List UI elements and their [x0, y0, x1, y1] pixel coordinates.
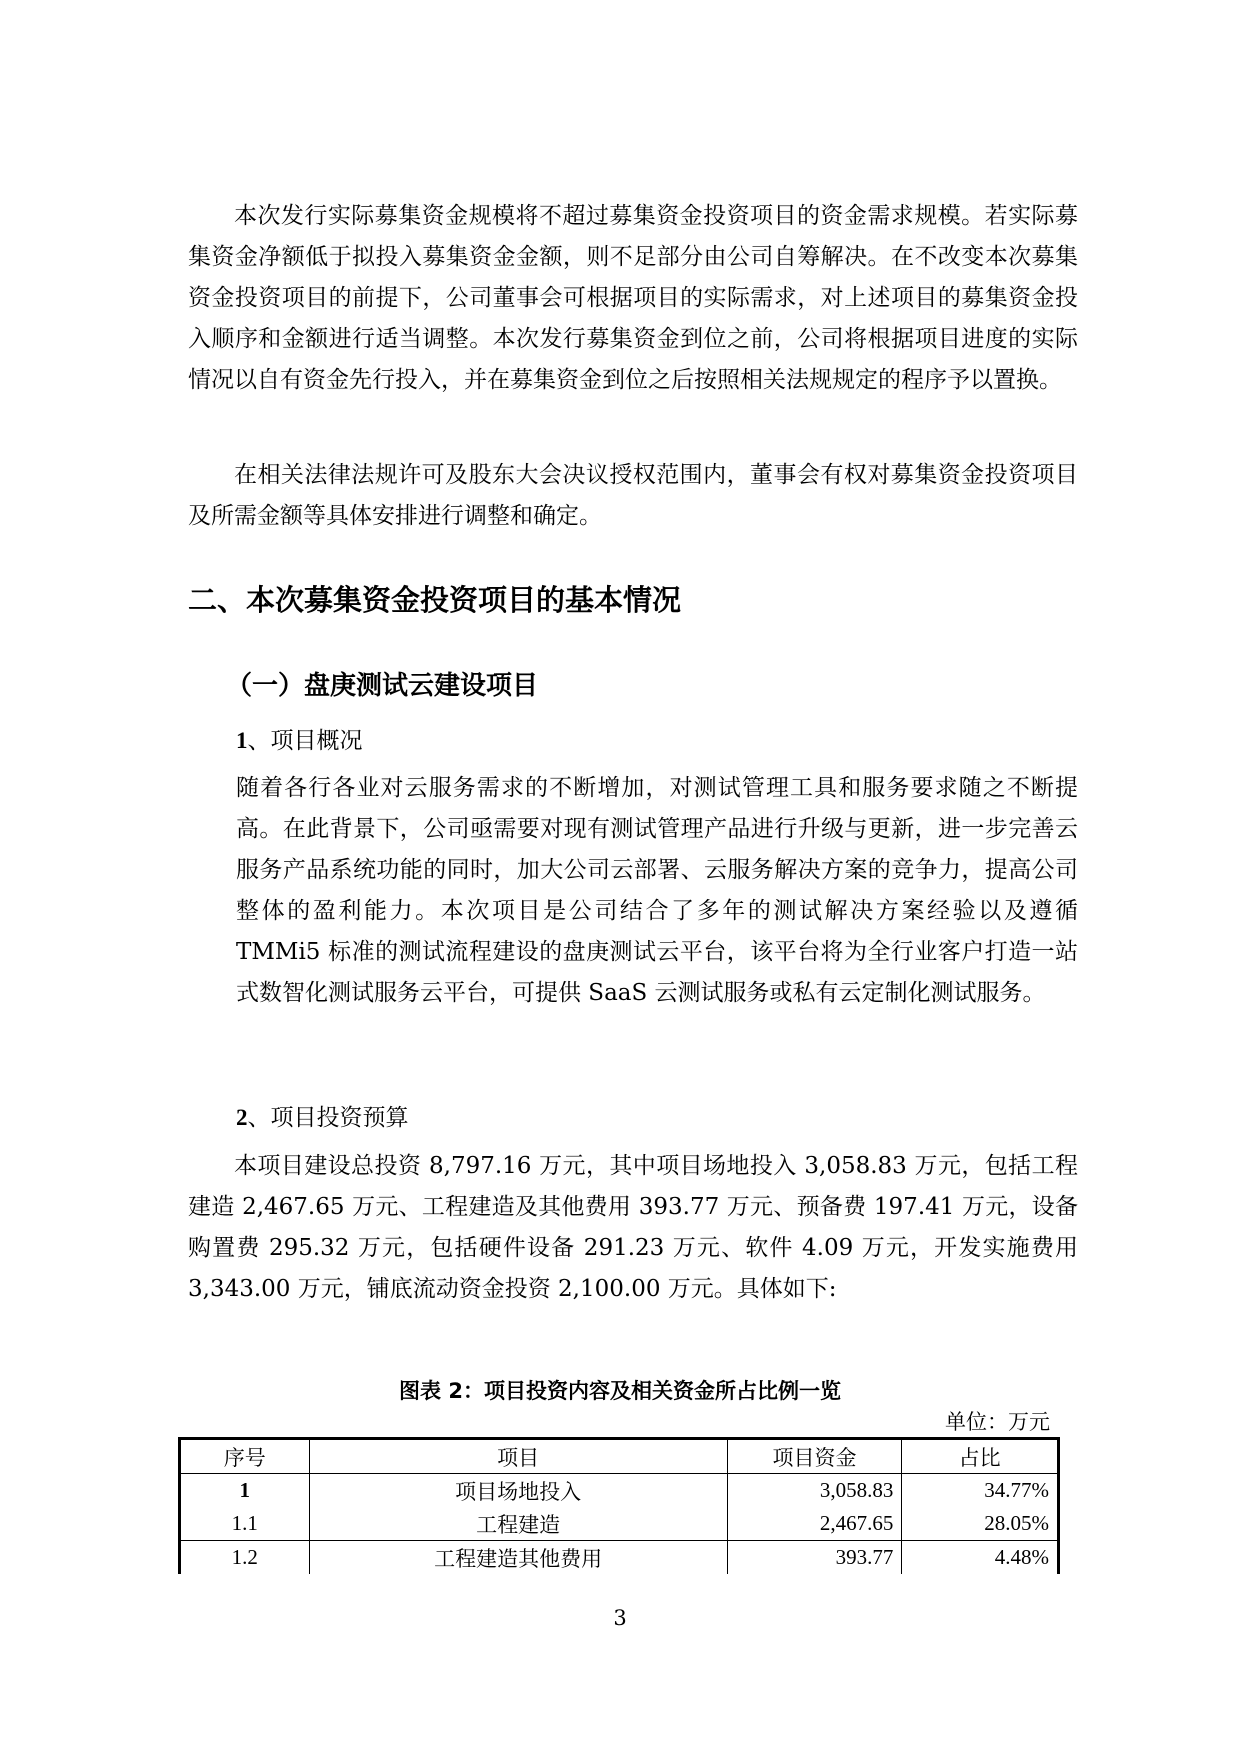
cell-item: 项目场地投入	[309, 1474, 727, 1508]
table-row	[180, 1507, 1059, 1541]
header-index: 序号	[180, 1439, 310, 1474]
table-header-row	[180, 1439, 1059, 1474]
subsection-heading: （一）盘庚测试云建设项目	[226, 671, 539, 701]
paragraph-board-authorization: 在相关法律法规许可及股东大会决议授权范围内，董事会有权对募集资金投资项目及所需金额等具体安排进行调整和确定。	[188, 462, 1078, 529]
cell-amount: 2,467.65	[727, 1507, 902, 1541]
cell-amount: 393.77	[727, 1541, 902, 1575]
cell-index: 1.1	[180, 1507, 310, 1541]
item-number: 1	[236, 728, 248, 753]
cell-ratio: 34.77%	[902, 1474, 1059, 1508]
table-unit: 单位：万元	[945, 1410, 1050, 1434]
page-number: 3	[613, 1606, 627, 1630]
table-row	[180, 1541, 1059, 1575]
cell-ratio: 28.05%	[902, 1507, 1059, 1541]
cell-amount: 3,058.83	[727, 1474, 902, 1508]
cell-index: 1.2	[180, 1541, 310, 1575]
table-row	[180, 1474, 1059, 1508]
item-title: 、项目概况	[247, 728, 363, 754]
cell-ratio: 4.48%	[902, 1541, 1059, 1575]
cell-item: 工程建造其他费用	[309, 1541, 727, 1575]
paragraph-investment-budget: 本项目建设总投资 8,797.16 万元，其中项目场地投入 3,058.83 万元，包括工程建造 2,467.65 万元、工程建造及其他费用 393.77 万元、预备费 197.41 万元，设备购置费 295.32 万元，包括硬件设备 291.23 万元、软件 4.09 万元，开发实施费用 3,343.00 万元，铺底流动资金投资 2,100.00 万元。具体如下:	[188, 1153, 1078, 1302]
item-number: 2	[236, 1105, 248, 1130]
item-heading-budget	[236, 1099, 409, 1132]
cell-item: 工程建造	[309, 1507, 727, 1541]
section-heading: 二、本次募集资金投资项目的基本情况	[188, 583, 682, 617]
paragraph-project-overview: 随着各行各业对云服务需求的不断增加，对测试管理工具和服务要求随之不断提高。在此背景下，公司亟需要对现有测试管理产品进行升级与更新，进一步完善云服务产品系统功能的同时，加大公司云部署、云服务解决方案的竞争力，提高公司整体的盈利能力。本次项目是公司结合了多年的测试解决方案经验以及遵循 TMMi5 标准的测试流程建设的盘庚测试云平台，该平台将为全行业客户打造一站式数智化测试服务云平台，可提供 SaaS 云测试服务或私有云定制化测试服务。	[236, 775, 1078, 1006]
cell-index: 1	[180, 1474, 310, 1508]
item-heading-overview	[236, 722, 363, 755]
investment-table	[178, 1437, 1060, 1574]
table-caption: 图表 2：项目投资内容及相关资金所占比例一览	[399, 1379, 841, 1403]
header-item: 项目	[309, 1439, 727, 1474]
item-title: 、项目投资预算	[247, 1105, 409, 1131]
paragraph-funding-scale: 本次发行实际募集资金规模将不超过募集资金投资项目的资金需求规模。若实际募集资金净额低于拟投入募集资金金额，则不足部分由公司自筹解决。在不改变本次募集资金投资项目的前提下，公司董事会可根据项目的实际需求，对上述项目的募集资金投入顺序和金额进行适当调整。本次发行募集资金到位之前，公司将根据项目进度的实际情况以自有资金先行投入，并在募集资金到位之后按照相关法规规定的程序予以置换。	[188, 203, 1078, 393]
header-amount: 项目资金	[727, 1439, 902, 1474]
header-ratio: 占比	[902, 1439, 1059, 1474]
